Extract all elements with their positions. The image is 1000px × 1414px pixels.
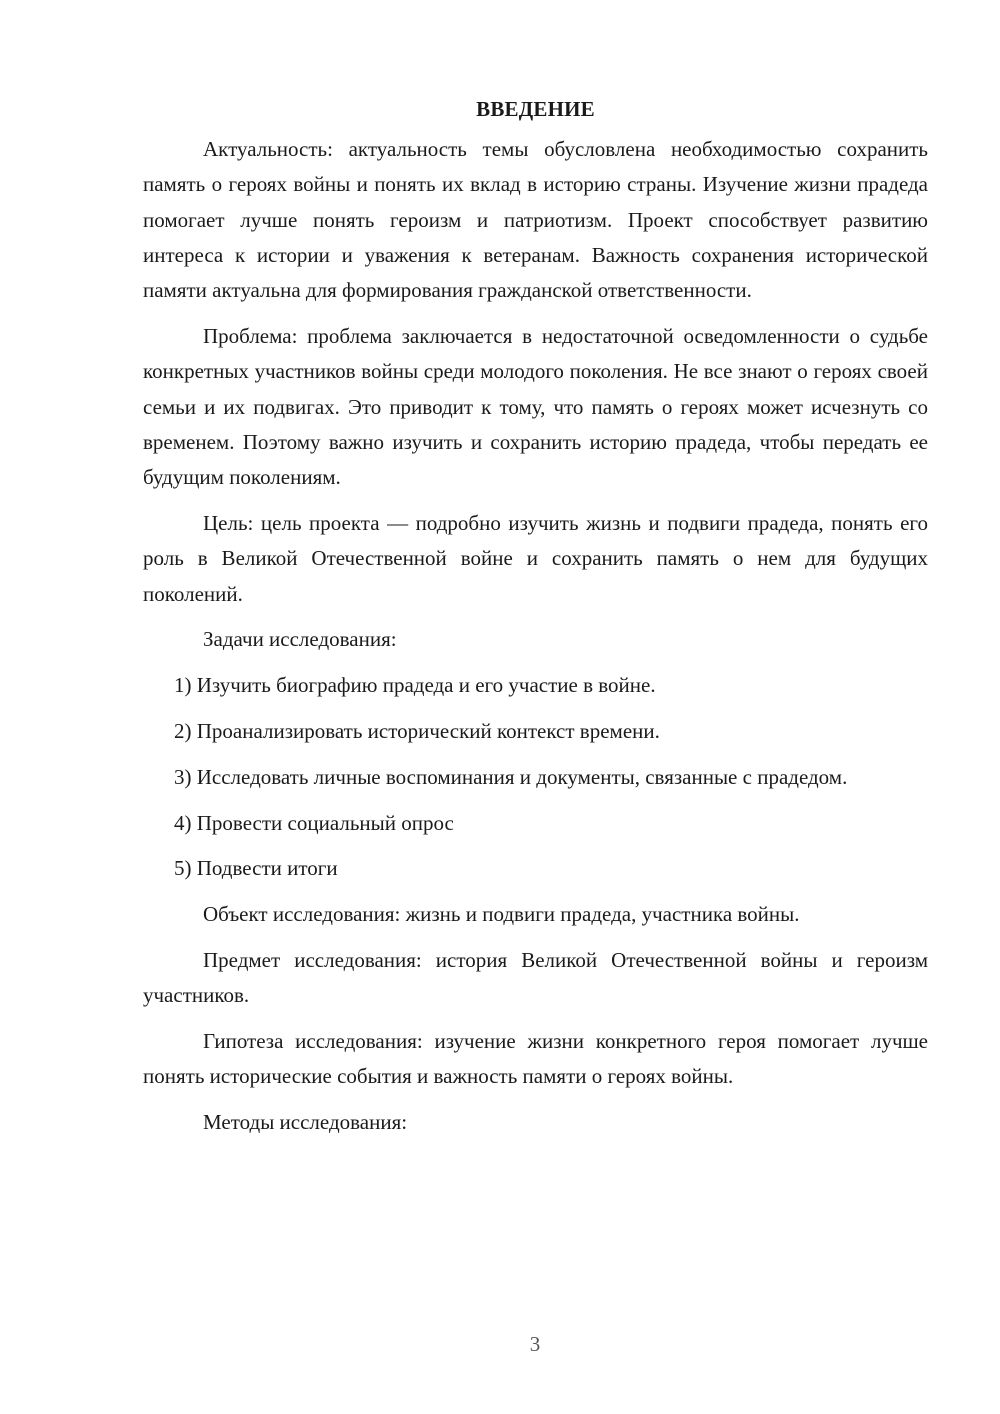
task-item: 4) Провести социальный опрос <box>174 810 454 835</box>
task-item: 5) Подвести итоги <box>174 856 338 881</box>
task-item: 3) Исследовать личные воспоминания и документы, связанные с прадедом. <box>174 764 848 789</box>
hypothesis-paragraph: Гипотеза исследования: изучение жизни конкретного героя помогает лучше понять исторические события и важность памяти о героях войны. <box>143 1029 928 1089</box>
document-page <box>143 92 928 1140</box>
task-item: 1) Изучить биографию прадеда и его участие в войне. <box>174 673 656 698</box>
tasks-heading: Задачи исследования: <box>203 627 397 652</box>
methods-heading: Методы исследования: <box>203 1110 408 1135</box>
object-paragraph: Объект исследования: жизнь и подвиги прадеда, участника войны. <box>203 902 800 927</box>
relevance-paragraph: Актуальность: актуальность темы обусловлена необходимостью сохранить память о героях войны и понять их вклад в историю страны. Изучение жизни прадеда помогает лучше понять героизм и патриотизм. Проект способствует развитию интереса к истории и уважения к ветеранам. Важность сохранения исторической памяти актуальна для формирования гражданской ответственности. <box>143 137 928 303</box>
goal-paragraph: Цель: цель проекта — подробно изучить жизнь и подвиги прадеда, понять его роль в Великой Отечественной войне и сохранить память о нем для будущих поколений. <box>143 510 928 606</box>
problem-paragraph: Проблема: проблема заключается в недостаточной осведомленности о судьбе конкретных участников войны среди молодого поколения. Не все знают о героях своей семьи и их подвигах. Это приводит к тому, что память о героях может исчезнуть со временем. Поэтому важно изучить и сохранить историю прадеда, чтобы передать ее будущим поколениям. <box>143 323 928 490</box>
section-heading: ВВЕДЕНИЕ <box>476 97 595 121</box>
page-number: 3 <box>529 1332 541 1356</box>
task-item: 2) Проанализировать исторический контекст времени. <box>174 718 660 743</box>
subject-paragraph: Предмет исследования: история Великой Отечественной войны и героизм участников. <box>143 947 928 1008</box>
